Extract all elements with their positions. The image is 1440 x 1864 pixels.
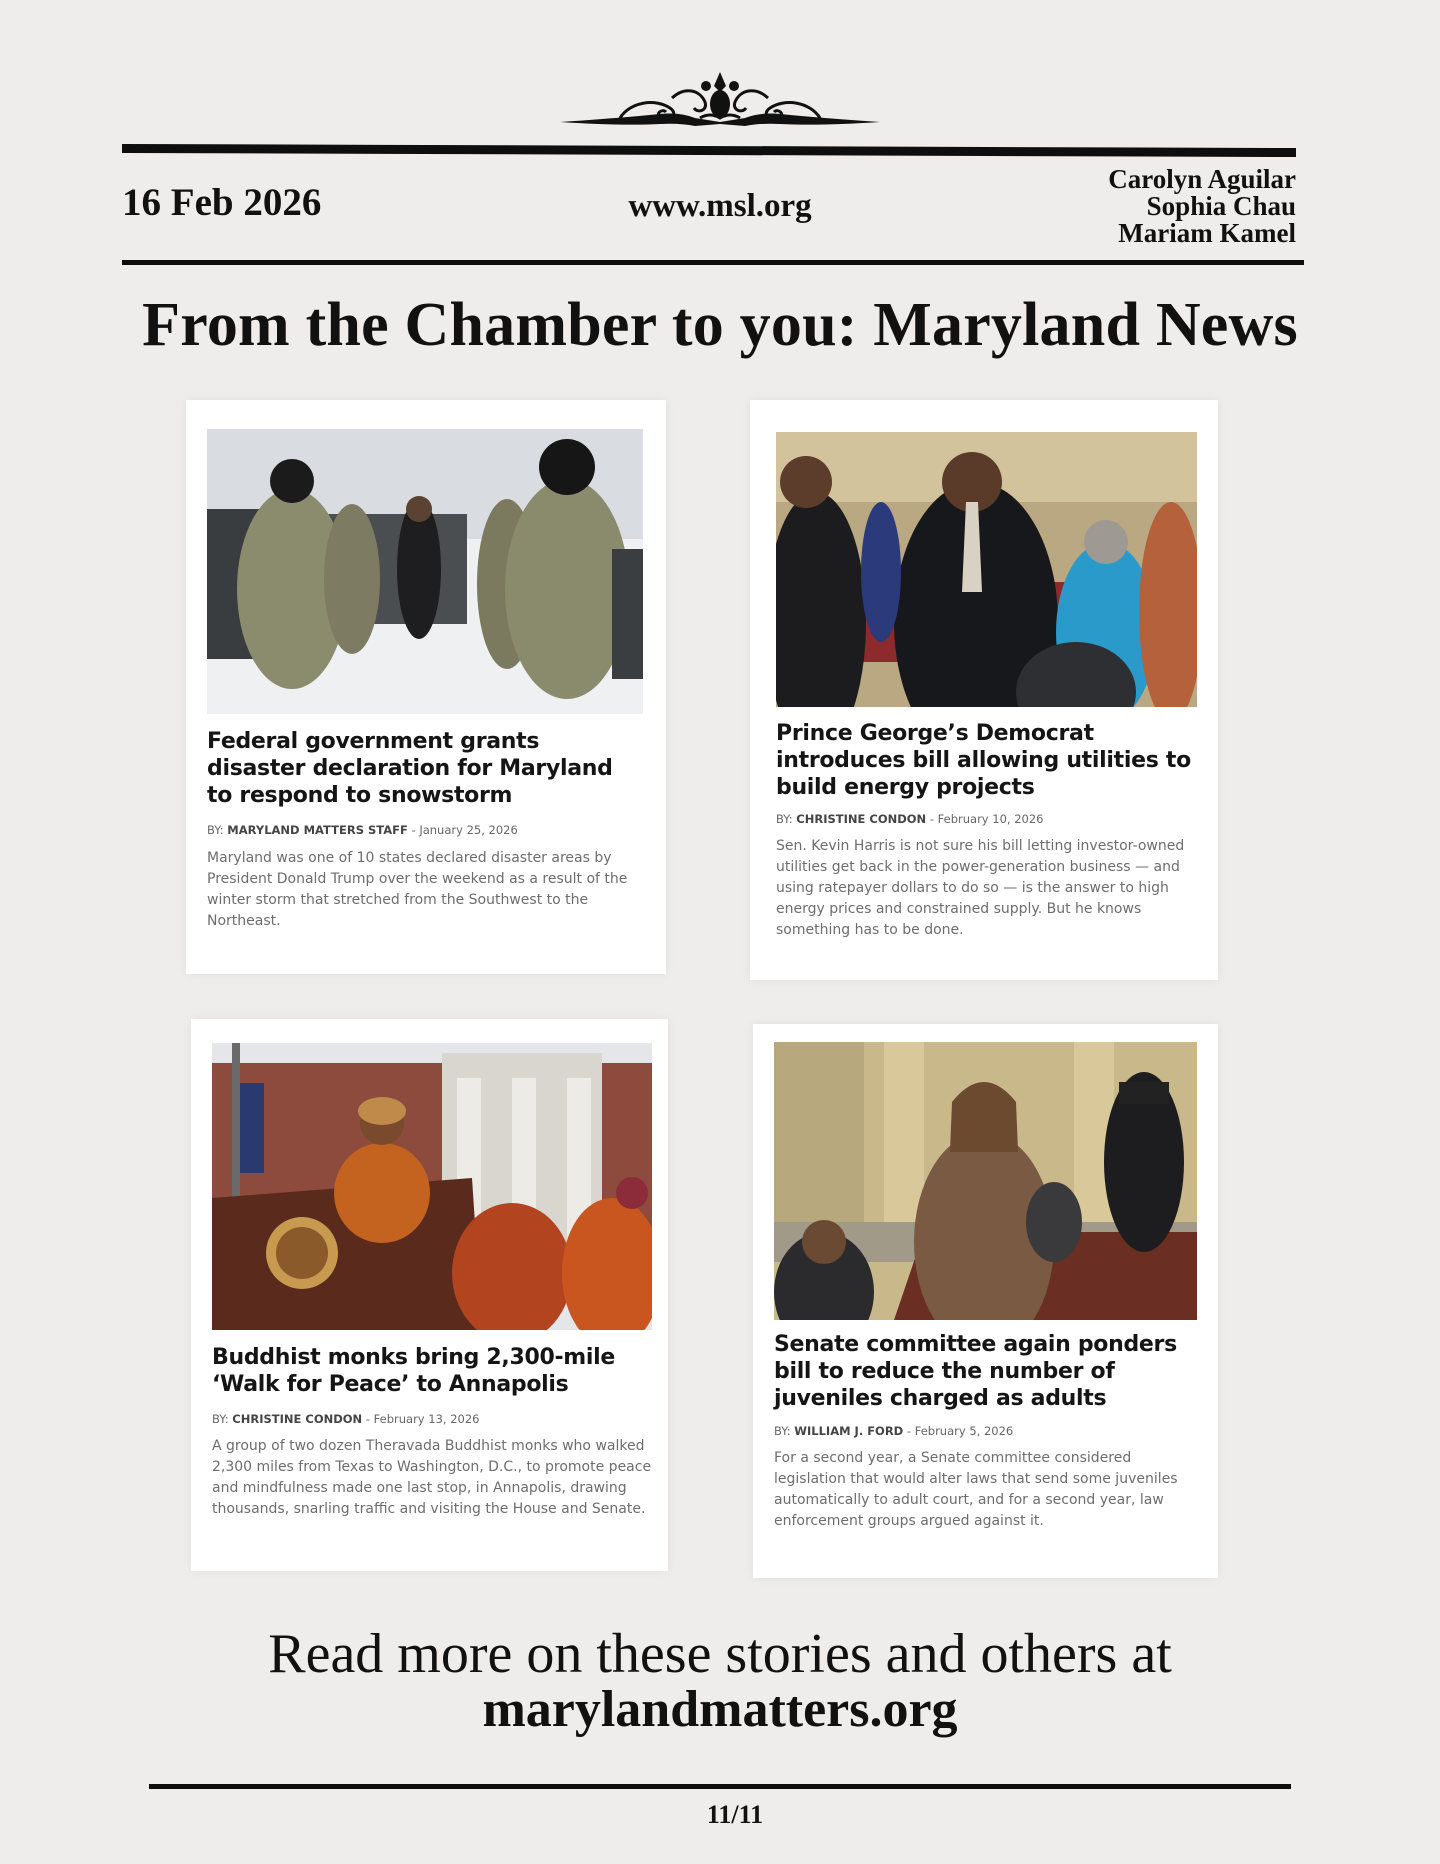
cta-text: Read more on these stories and others at bbox=[268, 1623, 1172, 1685]
byline-date: January 25, 2026 bbox=[419, 823, 518, 837]
article-excerpt: For a second year, a Senate committee considered legislation that would alter laws that send some juveniles automatically to adult court, and for a second year, law enforcement groups argued against it. bbox=[774, 1450, 1178, 1529]
byline-prefix: BY: bbox=[212, 1412, 229, 1426]
byline-date: February 13, 2026 bbox=[373, 1412, 480, 1426]
article-byline bbox=[207, 823, 643, 837]
byline-separator: - bbox=[362, 1412, 374, 1426]
byline-date: February 10, 2026 bbox=[937, 812, 1044, 826]
article-photo-snow-soldiers bbox=[207, 429, 643, 714]
byline-separator: - bbox=[926, 812, 938, 826]
article-excerpt: A group of two dozen Theravada Buddhist monks who walked 2,300 miles from Texas to Washington, D.C., to promote peace and mindfulness made one last stop, in Annapolis, drawing thousands, snarling traffic and visiting the House and Senate. bbox=[212, 1438, 652, 1517]
byline-separator: - bbox=[903, 1424, 915, 1438]
ornament-flourish bbox=[560, 68, 880, 132]
article-card[interactable] bbox=[191, 1019, 668, 1571]
byline-prefix: BY: bbox=[774, 1424, 791, 1438]
header-bottom-rule bbox=[122, 260, 1304, 265]
article-photo-monks-podium bbox=[212, 1043, 652, 1330]
author-name: Mariam Kamel bbox=[1118, 218, 1296, 248]
byline-date: February 5, 2026 bbox=[914, 1424, 1014, 1438]
article-title[interactable]: Buddhist monks bring 2,300-mile ‘Walk for Peace’ to Annapolis bbox=[212, 1345, 616, 1397]
byline-author[interactable]: CHRISTINE CONDON bbox=[796, 812, 927, 826]
footer-rule bbox=[149, 1784, 1291, 1789]
byline-prefix: BY: bbox=[776, 812, 793, 826]
page-number: 11/11 bbox=[706, 1800, 764, 1829]
article-photo-senate-chamber bbox=[776, 432, 1197, 707]
byline-prefix: BY: bbox=[207, 823, 224, 837]
article-excerpt: Sen. Kevin Harris is not sure his bill letting investor-owned utilities get back in the power-generation business — and using ratepayer dollars to do so — is the answer to high energy prices and constrained supply. But he knows something has to be done. bbox=[776, 838, 1185, 938]
article-card[interactable] bbox=[753, 1024, 1218, 1578]
byline-author[interactable]: WILLIAM J. FORD bbox=[794, 1424, 904, 1438]
article-byline bbox=[774, 1424, 1197, 1438]
authors-list bbox=[1108, 166, 1296, 247]
page-headline: From the Chamber to you: Maryland News bbox=[142, 291, 1298, 359]
byline-author[interactable]: MARYLAND MATTERS STAFF bbox=[227, 823, 408, 837]
article-title[interactable]: Senate committee again ponders bill to reduce the number of juveniles charged as adults bbox=[774, 1332, 1177, 1411]
article-card[interactable] bbox=[186, 400, 666, 974]
issue-date: 16 Feb 2026 bbox=[122, 181, 322, 224]
author-name: Carolyn Aguilar bbox=[1108, 164, 1296, 194]
article-photo-committee-testimony bbox=[774, 1042, 1197, 1320]
cta-link[interactable]: marylandmatters.org bbox=[482, 1681, 958, 1738]
byline-separator: - bbox=[407, 823, 420, 837]
top-rule bbox=[122, 144, 1296, 157]
article-title[interactable]: Prince George’s Democrat introduces bill allowing utilities to build energy projects bbox=[776, 721, 1191, 800]
byline-author[interactable]: CHRISTINE CONDON bbox=[232, 1412, 363, 1426]
article-byline bbox=[212, 1412, 652, 1426]
author-name: Sophia Chau bbox=[1146, 191, 1296, 221]
article-byline bbox=[776, 812, 1197, 826]
article-title[interactable]: Federal government grants disaster declaration for Maryland to respond to snowstorm bbox=[207, 729, 613, 808]
article-card[interactable] bbox=[750, 400, 1218, 980]
article-excerpt: Maryland was one of 10 states declared disaster areas by President Donald Trump over the weekend as a result of the winter storm that stretched from the Southwest to the Northeast. bbox=[207, 850, 628, 929]
website-link[interactable]: www.msl.org bbox=[628, 188, 812, 224]
